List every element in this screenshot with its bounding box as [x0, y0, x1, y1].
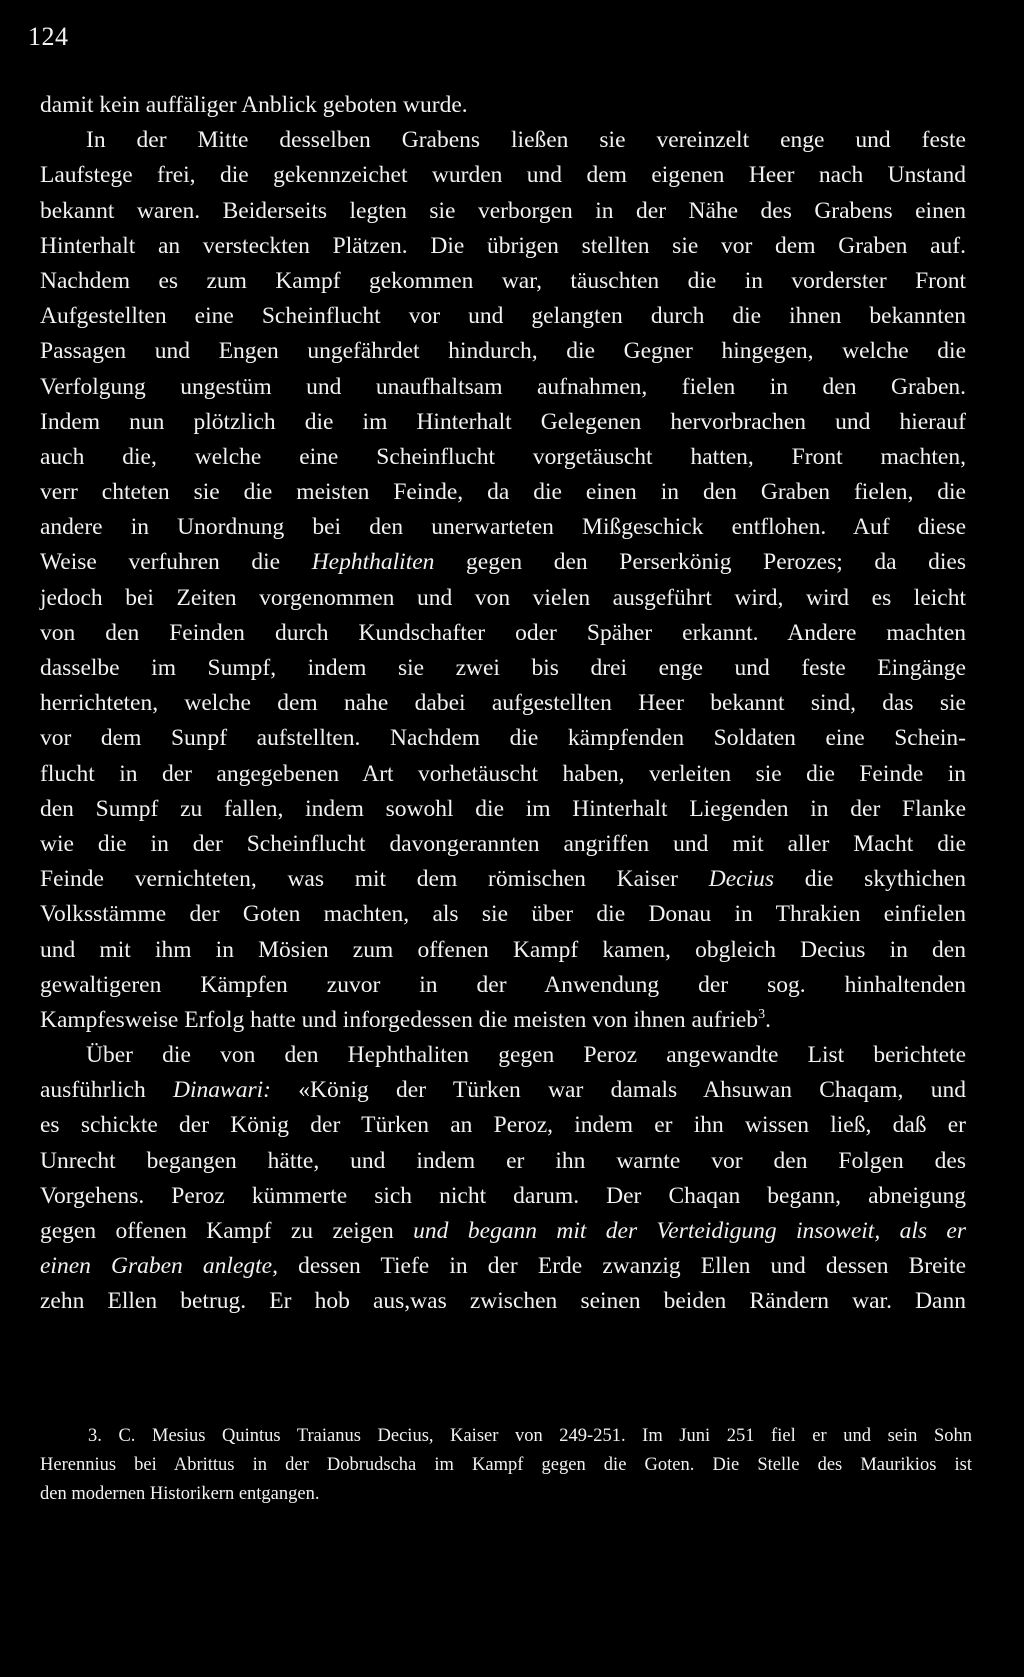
- text-line: Hinterhalt an versteckten Plätzen. Die übrigen stellten sie vor dem Graben auf.: [40, 232, 966, 259]
- text-line: bekannt waren. Beiderseits legten sie verborgen in der Nähe des Grabens einen: [40, 197, 966, 224]
- text-segment: «König der Türken war damals Ahsuwan Chaqam, und: [270, 1077, 966, 1104]
- text-line: Indem nun plötzlich die im Hinterhalt Gelegenen hervorbrachen und hierauf: [40, 408, 966, 435]
- text-segment: gegen offenen Kampf zu zeigen: [40, 1218, 414, 1244]
- text-segment: Kampfesweise Erfolg hatte und inforgedessen die meisten von ihnen aufrieb: [40, 1006, 759, 1033]
- text-line: flucht in der angegebenen Art vorhetäuscht haben, verleiten sie die Feinde in: [40, 760, 966, 787]
- text-line: Verfolgung ungestüm und unaufhaltsam aufnahmen, fielen in den Graben.: [40, 373, 966, 400]
- text-line: In der Mitte desselben Grabens ließen sie vereinzelt enge und feste: [86, 127, 966, 154]
- text-line: auch die, welche eine Scheinflucht vorgetäuscht hatten, Front machten,: [40, 443, 966, 470]
- text-line: verr chteten sie die meisten Feinde, da die einen in den Graben fielen, die: [40, 479, 966, 506]
- body-text: [40, 88, 966, 1320]
- text-segment: Feinde vernichteten, was mit dem römischen Kaiser: [40, 866, 709, 893]
- text-segment: .: [765, 1006, 771, 1033]
- text-segment: dessen Tiefe in der Erde zwanzig Ellen und dessen Breite: [277, 1253, 967, 1280]
- text-line: Unrecht begangen hätte, und indem er ihn warnte vor den Folgen des: [40, 1147, 966, 1174]
- text-line: herrichteten, welche dem nahe dabei aufgestellten Heer bekannt sind, das sie: [40, 690, 966, 717]
- text-line: Laufstege frei, die gekennzeichet wurden und dem eigenen Heer nach Unstand: [40, 162, 966, 189]
- text-line: es schickte der König der Türken an Peroz, indem er ihn wissen ließ, daß er: [40, 1112, 966, 1139]
- text-line: andere in Unordnung bei den unerwarteten Mißgeschick entflohen. Auf diese: [40, 514, 966, 541]
- text-line: Passagen und Engen ungefährdet hindurch, die Gegner hingegen, welche die: [40, 338, 966, 365]
- footnote-line: den modernen Historikern entgangen.: [40, 1484, 320, 1504]
- text-line: dasselbe im Sumpf, indem sie zwei bis drei enge und feste Eingänge: [40, 655, 966, 681]
- text-line: [40, 545, 966, 580]
- text-segment: Weise verfuhren die: [40, 549, 312, 576]
- footnote-line: 3. C. Mesius Quintus Traianus Decius, Kaiser von 249-251. Im Juni 251 fiel er und sein Sohn: [88, 1426, 972, 1446]
- text-line: [40, 1214, 966, 1249]
- text-line: wie die in der Scheinflucht davongerannten angriffen und mit aller Macht die: [40, 830, 966, 857]
- italic-text: Decius: [708, 866, 774, 893]
- text-line: damit kein auffäliger Anblick geboten wurde.: [40, 92, 468, 118]
- italic-text: einen Graben anlegte,: [40, 1253, 278, 1280]
- text-line: Aufgestellten eine Scheinflucht vor und gelangten durch die ihnen bekannten: [40, 303, 966, 330]
- text-segment: die skythichen: [773, 866, 966, 893]
- text-line: [40, 862, 966, 897]
- text-line: Über die von den Hephthaliten gegen Peroz angewandte List berichtete: [86, 1042, 966, 1069]
- text-line: Volksstämme der Goten machten, als sie über die Donau in Thrakien einfielen: [40, 901, 966, 928]
- text-line: [40, 1003, 966, 1038]
- text-line: und mit ihm in Mösien zum offenen Kampf kamen, obgleich Decius in den: [40, 936, 966, 963]
- text-line: zehn Ellen betrug. Er hob aus,was zwischen seinen beiden Rändern war. Dann: [40, 1288, 966, 1315]
- page-number: 124: [28, 22, 69, 51]
- text-line: Vorgehens. Peroz kümmerte sich nicht darum. Der Chaqan begann, abneigung: [40, 1182, 966, 1209]
- text-segment: gegen den Perserkönig Perozes; da dies: [434, 549, 966, 576]
- text-line: [40, 1249, 966, 1284]
- footnotes: [40, 1422, 972, 1509]
- text-line: [40, 1073, 966, 1108]
- footnote-reference: 3: [758, 1007, 766, 1023]
- text-line: den Sumpf zu fallen, indem sowohl die im Hinterhalt Liegenden in der Flanke: [40, 795, 966, 822]
- text-line: Nachdem es zum Kampf gekommen war, täuschten die in vorderster Front: [40, 267, 966, 294]
- text-line: vor dem Sunpf aufstellten. Nachdem die kämpfenden Soldaten eine Schein-: [40, 725, 966, 752]
- text-line: gewaltigeren Kämpfen zuvor in der Anwendung der sog. hinhaltenden: [40, 971, 966, 998]
- text-line: von den Feinden durch Kundschafter oder Späher erkannt. Andere machten: [40, 619, 966, 646]
- text-line: jedoch bei Zeiten vorgenommen und von vielen ausgeführt wird, wird es leicht: [40, 584, 966, 611]
- text-segment: ausführlich: [40, 1077, 174, 1104]
- italic-text: Hephthaliten: [311, 549, 435, 576]
- italic-text: und begann mit der Verteidigung insoweit, als er: [413, 1218, 966, 1244]
- footnote-line: Herennius bei Abrittus in der Dobrudscha im Kampf gegen die Goten. Die Stelle des Maurikios ist: [40, 1455, 972, 1475]
- italic-text: Dinawari:: [173, 1077, 271, 1104]
